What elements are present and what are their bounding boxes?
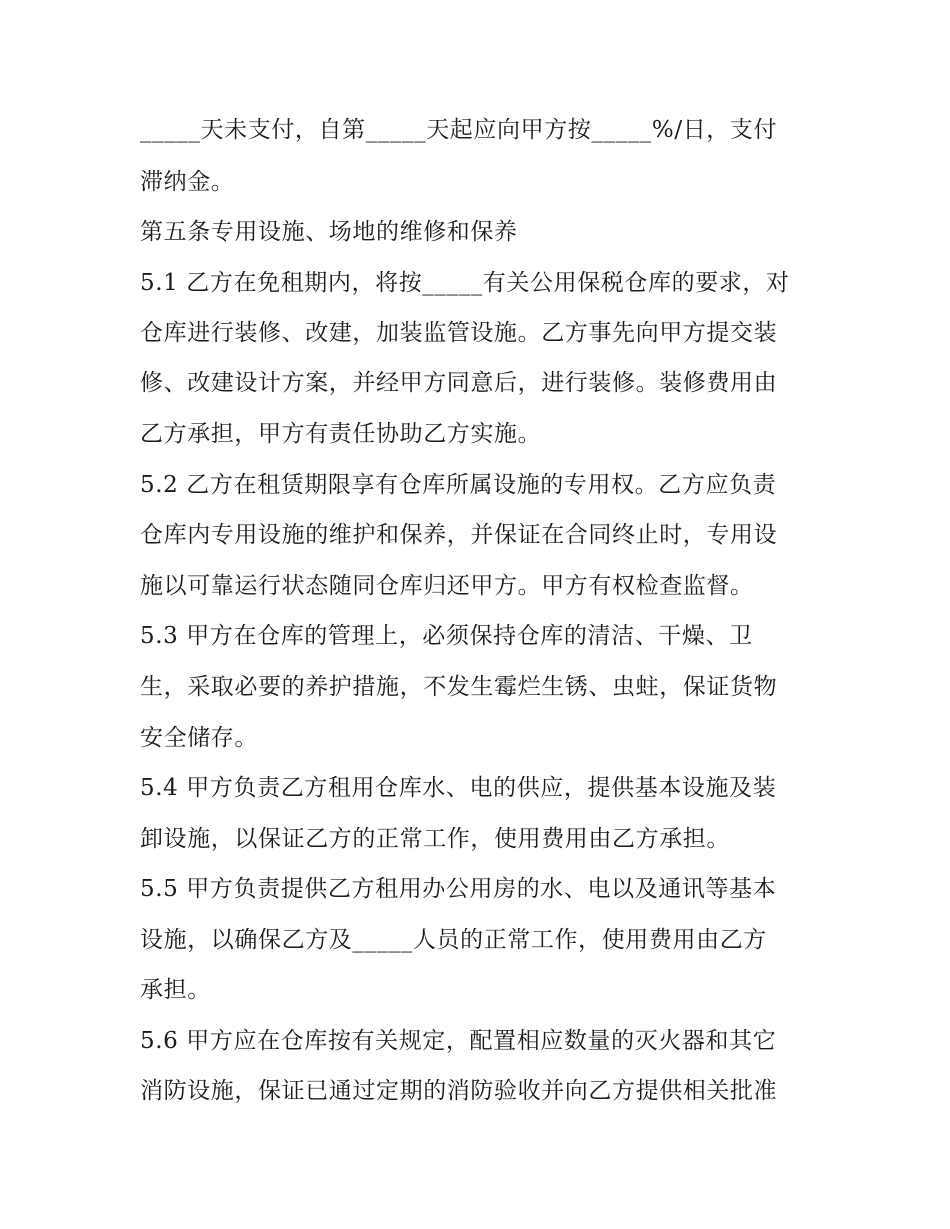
text-line: 仓库内专用设施的维护和保养，并保证在合同终止时，专用设	[140, 522, 778, 548]
text-line: 乙方承担，甲方有责任协助乙方实施。	[140, 421, 542, 447]
text-line: 施以可靠运行状态随同仓库归还甲方。甲方有权检查监督。	[140, 573, 754, 599]
text-line: 承担。	[140, 977, 211, 1003]
text-line: 5.1 乙方在免租期内，将按_____有关公用保税仓库的要求，对	[140, 270, 790, 296]
section-heading: 第五条专用设施、场地的维修和保养	[140, 219, 518, 245]
text-line: 消防设施，保证已通过定期的消防验收并向乙方提供相关批准	[140, 1078, 778, 1104]
text-line: 5.2 乙方在租赁期限享有仓库所属设施的专用权。乙方应负责	[140, 472, 777, 498]
text-line: 5.3 甲方在仓库的管理上，必须保持仓库的清洁、干燥、卫	[140, 623, 753, 649]
text-line: 安全储存。	[140, 725, 258, 751]
text-line: 设施，以确保乙方及_____人员的正常工作，使用费用由乙方	[140, 927, 767, 953]
text-line: 生，采取必要的养护措施，不发生霉烂生锈、虫蛀，保证货物	[140, 674, 778, 700]
text-line: 5.5 甲方负责提供乙方租用办公用房的水、电以及通讯等基本	[140, 876, 777, 902]
text-line: 滞纳金。	[140, 169, 235, 195]
text-line: 修、改建设计方案，并经甲方同意后，进行装修。装修费用由	[140, 370, 778, 396]
text-line: 5.4 甲方负责乙方租用仓库水、电的供应，提供基本设施及装	[140, 775, 777, 801]
text-line: 仓库进行装修、改建，加装监管设施。乙方事先向甲方提交装	[140, 320, 778, 346]
text-line: 卸设施，以保证乙方的正常工作，使用费用由乙方承担。	[140, 826, 730, 852]
text-line: _____天未支付，自第_____天起应向甲方按_____%/日，支付	[140, 117, 778, 143]
text-line: 5.6 甲方应在仓库按有关规定，配置相应数量的灭火器和其它	[140, 1028, 777, 1054]
